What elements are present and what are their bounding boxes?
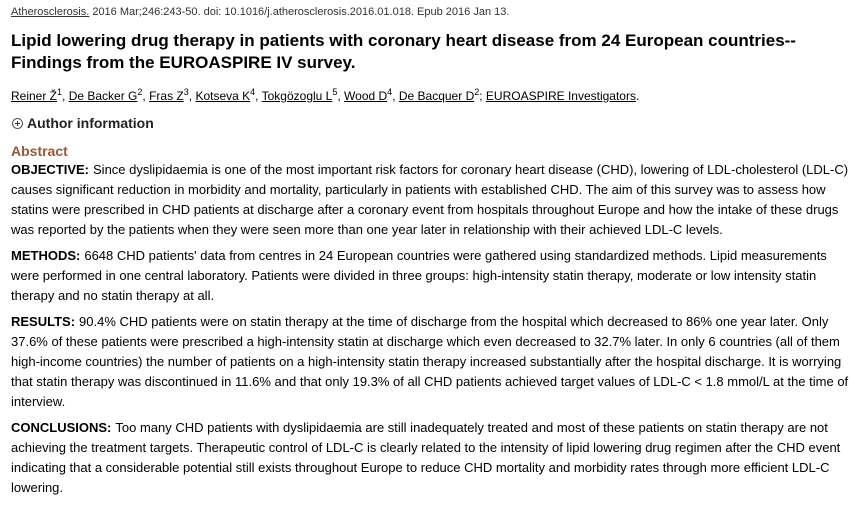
author-link[interactable]: Tokgözoglu L [261, 89, 333, 103]
author-affiliation-number: 1 [57, 87, 63, 97]
citation-details: 2016 Mar;246:243-50. doi: 10.1016/j.atherosclerosis.2016.01.018. Epub 2016 Jan 13. [89, 6, 510, 18]
author-affiliation-number: 4 [250, 87, 256, 97]
author-link[interactable]: Wood D [344, 89, 388, 103]
author-affiliation-number: 2 [137, 87, 143, 97]
citation-line [11, 5, 856, 19]
author-link[interactable]: Fras Z [149, 89, 184, 103]
abstract-conclusions [11, 418, 856, 498]
abstract-results [11, 312, 856, 412]
author-list: Reiner $Ž^1$, De Backer $G^2$, Fras $Z^3$, Kotseva $K^4$, Tokgözoglu $L^5$, Wood $D^4$, De Bacquer $D^2$; EUROASPIRE Investigators. [11, 87, 640, 103]
article-title: Lipid lowering drug therapy in patients with coronary heart disease from 24 European countries--Findings from the EUROASPIRE IV survey. [11, 31, 796, 72]
abstract-heading: Abstract [11, 143, 68, 159]
author-link[interactable]: Reiner Ž [11, 89, 58, 103]
group-author-link[interactable]: EUROASPIRE Investigators [485, 89, 636, 103]
author-affiliation-number: 2 [474, 87, 480, 97]
section-text: Too many CHD patients with dyslipidaemia are still inadequately treated and most of these patients on statin therapy are not achieving the treatment targets. Therapeutic control of LDL-C is clearly related to the intensity of lipid lowering drug regimen after the CHD event indicating that a considerable potential still exists throughout Europe to reduce CHD mortality and morbidity rates through more efficient LDL-C lowering. [11, 420, 841, 495]
section-text: 90.4% CHD patients were on statin therapy at the time of discharge from the hospital which decreased to 86% one year later. Only 37.6% of these patients were prescribed a high-intensity statin at discharge which even decreased to 32.7% later. In only 6 countries (all of them high-income countries) the number of patients on a high-intensity statin therapy increased substantially after the hospital discharge. It is worrying that statin therapy was discontinued in 11.6% and that only 19.3% of all CHD patients achieved target values of LDL-C < 1.8 mmol/L at the time of interview. [11, 314, 849, 409]
author-affiliation-number: 4 [387, 87, 393, 97]
author-information-toggle[interactable] [11, 115, 856, 131]
author-link[interactable]: Kotseva K [195, 89, 251, 103]
author-affiliation-number: 5 [332, 87, 338, 97]
author-link[interactable]: De Bacquer D [398, 89, 475, 103]
section-label: RESULTS: [11, 314, 76, 329]
expand-plus-icon[interactable] [12, 118, 23, 129]
abstract-objective [11, 160, 856, 240]
section-text: 6648 CHD patients' data from centres in 24 European countries were gathered using standardized methods. Lipid measurements were performed in one central laboratory. Patients were divided in three groups: high-intensity statin therapy, moderate or low intensity statin therapy and no statin therapy at all. [11, 248, 827, 303]
abstract-methods [11, 246, 856, 306]
journal-link[interactable]: Atherosclerosis. [11, 6, 90, 18]
author-link[interactable]: De Backer G [68, 89, 138, 103]
author-information-label: Author information [27, 115, 154, 131]
author-affiliation-number: 3 [183, 87, 189, 97]
section-text: Since dyslipidaemia is one of the most important risk factors for coronary heart disease (CHD), lowering of LDL-cholesterol (LDL-C) causes significant reduction in morbidity and mortality, particularly in patients with established CHD. The aim of this survey was to assess how statins were prescribed in CHD patients at discharge after a coronary event from hospitals throughout Europe and how the intake of these drugs was reported by the patients when they were seen more than one year later in relationship with their achieved LDL-C levels. [11, 162, 849, 237]
section-label: CONCLUSIONS: [11, 420, 112, 435]
section-label: METHODS: [11, 248, 81, 263]
section-label: OBJECTIVE: [11, 162, 90, 177]
